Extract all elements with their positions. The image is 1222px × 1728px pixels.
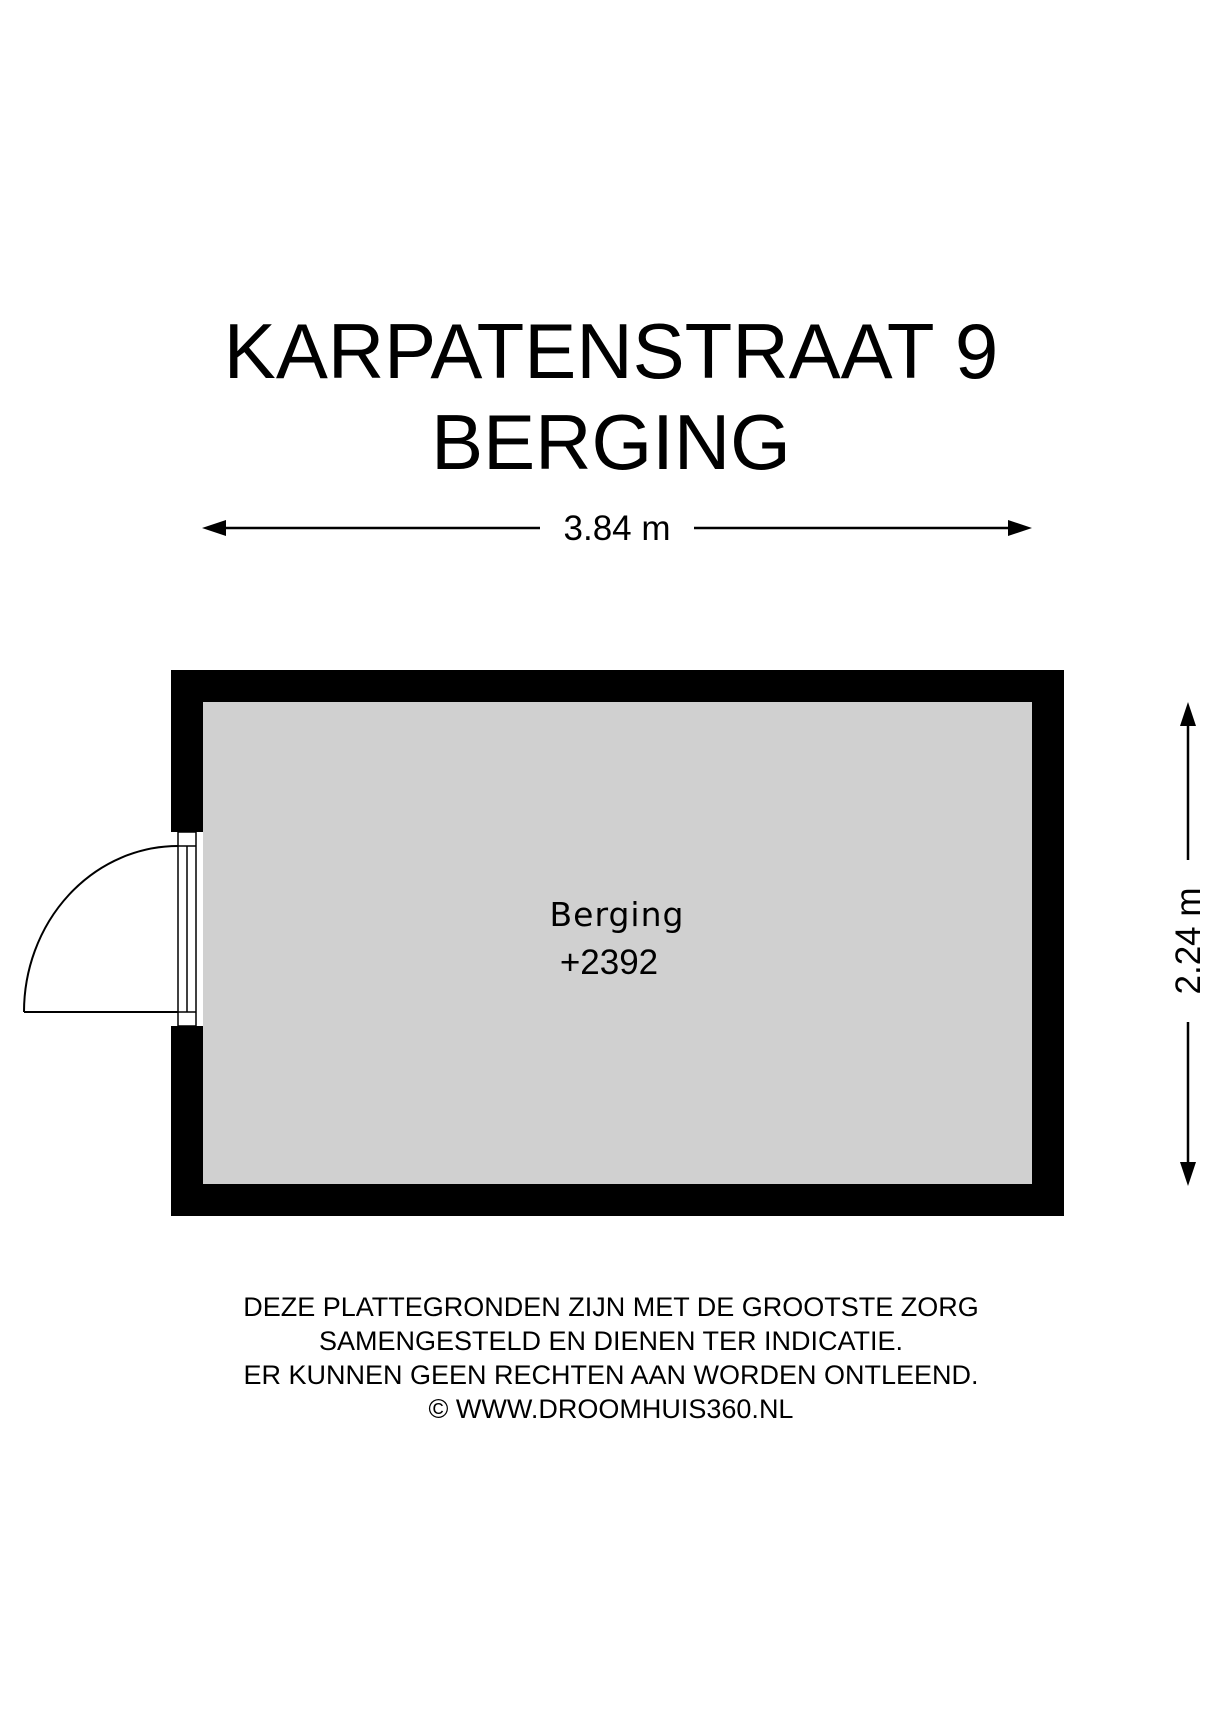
room-level: +2392	[559, 943, 659, 982]
door-swing-arc	[24, 846, 178, 1012]
width-label: 3.84 m	[563, 509, 671, 548]
copyright-line: © WWW.DROOMHUIS360.NL	[428, 1394, 794, 1424]
disclaimer-line: DEZE PLATTEGRONDEN ZIJN MET DE GROOTSTE ZORG	[243, 1292, 979, 1322]
height-dimension	[1169, 702, 1208, 1186]
arrow-up-icon	[1180, 702, 1196, 726]
arrow-down-icon	[1180, 1162, 1196, 1186]
arrow-right-icon	[1008, 520, 1032, 536]
disclaimer-line: SAMENGESTELD EN DIENEN TER INDICATIE.	[318, 1326, 904, 1356]
height-label: 2.24 m	[1169, 887, 1208, 995]
disclaimer	[0, 1290, 1222, 1426]
disclaimer-line: ER KUNNEN GEEN RECHTEN AAN WORDEN ONTLEEND.	[243, 1360, 979, 1390]
room-name: Berging	[549, 895, 685, 934]
plan-title: KARPATENSTRAAT 9	[223, 307, 999, 395]
width-dimension	[202, 509, 1032, 548]
plan-subtitle: BERGING	[431, 398, 791, 486]
arrow-left-icon	[202, 520, 226, 536]
